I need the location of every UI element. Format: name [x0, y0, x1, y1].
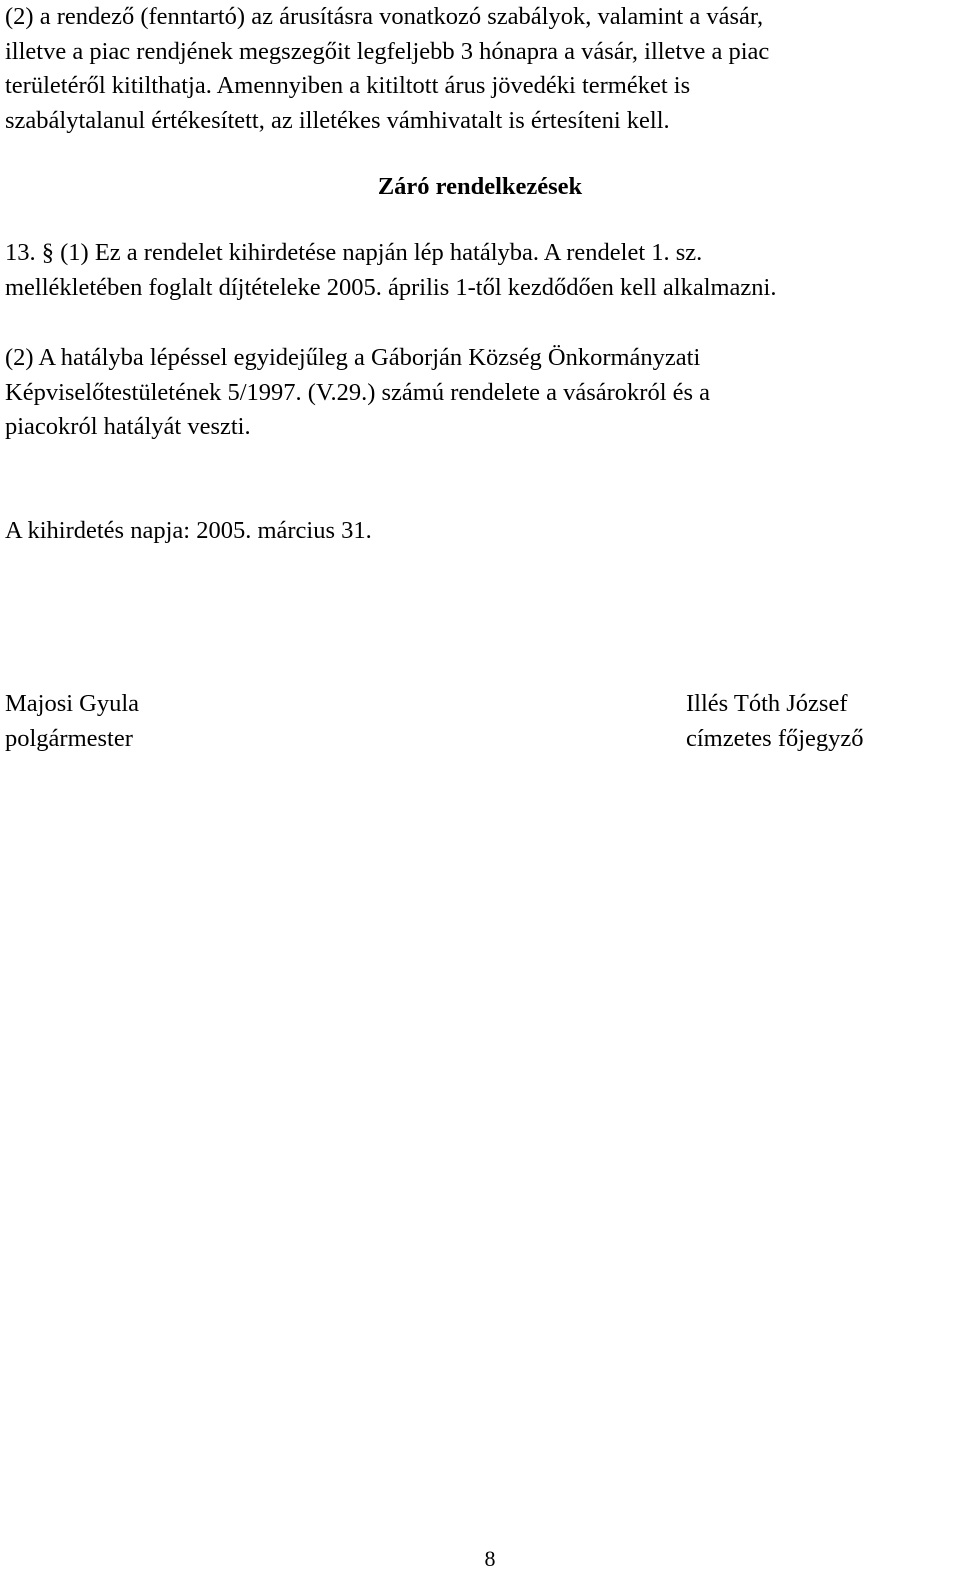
section-heading: Záró rendelkezések [377, 173, 583, 200]
signatory-name: Majosi Gyula [5, 690, 140, 717]
signature-notary [686, 687, 864, 756]
signatory-title: polgármester [5, 724, 133, 752]
paragraph-line: 13. § (1) Ez a rendelet kihirdetése napján lép hatályba. A rendelet 1. sz. [5, 239, 703, 266]
paragraph-line: Képviselőtestületének 5/1997. (V.29.) számú rendelete a vásárokról és a [5, 378, 711, 406]
page-number: 8 [484, 1546, 496, 1571]
promulgation-date: A kihirdetés napja: 2005. március 31. [5, 517, 372, 544]
paragraph-line: piacokról hatályát veszti. [5, 413, 251, 441]
paragraph-line: szabálytalanul értékesített, az illetékes vámhivatalt is értesíteni kell. [5, 107, 670, 135]
paragraph-line: illetve a piac rendjének megszegőit legfeljebb 3 hónapra a vásár, illetve a piac [5, 37, 770, 65]
paragraph-line: területéről kitilthatja. Amennyiben a kitiltott árus jövedéki terméket is [5, 72, 691, 100]
paragraph-line: mellékletében foglalt díjtételeke 2005. április 1-től kezdődően kell alkalmazni. [5, 273, 777, 301]
signatory-name: Illés Tóth József [686, 690, 848, 717]
signature-mayor [5, 687, 139, 756]
section-13-paragraph-1 [5, 236, 777, 305]
paragraph-2 [5, 0, 769, 139]
section-13-paragraph-2 [5, 341, 710, 445]
signatory-title: címzetes főjegyző [686, 724, 864, 752]
paragraph-line: (2) A hatályba lépéssel egyidejűleg a Gáborján Község Önkormányzati [5, 344, 701, 371]
paragraph-line: (2) a rendező (fenntartó) az árusításra vonatkozó szabályok, valamint a vásár, [5, 3, 764, 30]
